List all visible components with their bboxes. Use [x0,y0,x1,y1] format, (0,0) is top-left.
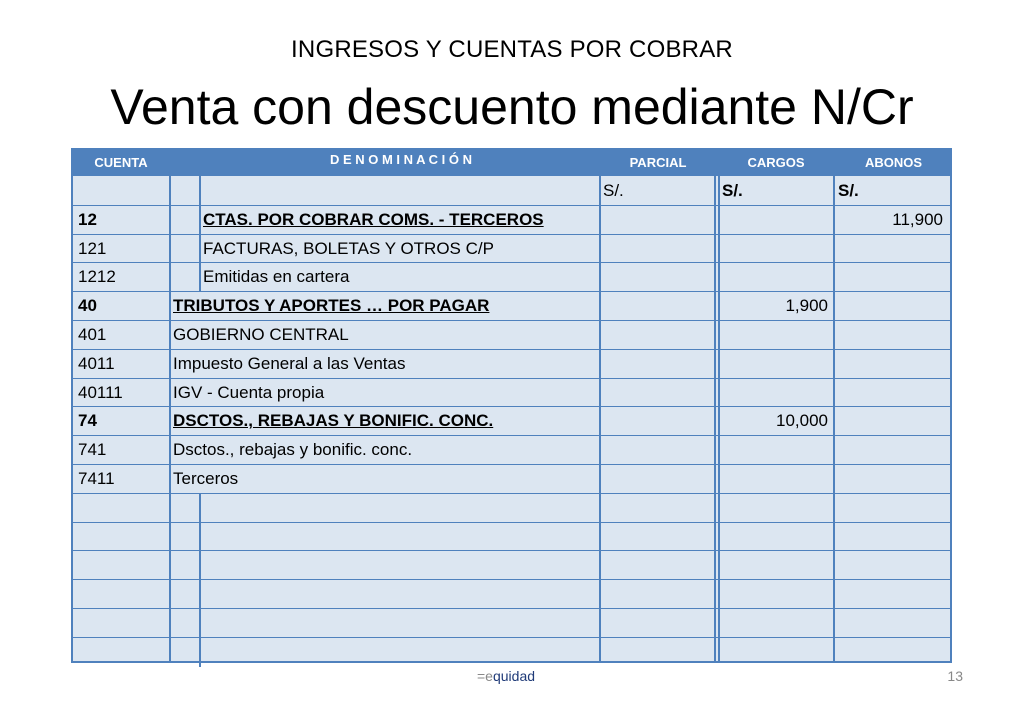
column-divider [833,176,835,661]
sub-column-divider [199,493,201,523]
ledger-grid [71,176,952,663]
account-code: 121 [78,239,107,258]
logo-prefix: =e [477,668,493,684]
account-name: Dsctos., rebajas y bonific. conc. [173,440,413,459]
account-code: 741 [78,440,107,459]
account-name: Impuesto General a las Ventas [173,354,406,373]
account-code: 1212 [78,267,116,286]
row-divider [73,522,950,523]
account-name: IGV - Cuenta propia [173,383,325,402]
account-name: Terceros [173,469,239,488]
column-divider [714,176,716,661]
account-code: 12 [78,210,97,229]
currency-abonos: S/. [838,181,859,200]
sub-column-divider [199,522,201,552]
account-code: 4011 [78,354,115,373]
sub-column-divider [199,234,201,263]
account-name: DSCTOS., REBAJAS Y BONIFIC. CONC. [173,411,494,430]
account-name: Emitidas en cartera [203,267,350,286]
header-cuenta: CUENTA [94,155,148,170]
account-code: 401 [78,325,107,344]
sub-column-divider [199,176,201,205]
page-number: 13 [947,668,963,684]
equidad-logo [477,668,535,684]
header-abonos: ABONOS [864,155,923,170]
sub-column-divider [199,550,201,580]
currency-cargos: S/. [722,181,743,200]
sub-column-divider [199,205,201,234]
slide-subtitle: INGRESOS Y CUENTAS POR COBRAR [291,36,733,63]
header-parcial: PARCIAL [629,155,687,170]
sub-column-divider [199,262,201,291]
account-code: 40111 [78,383,123,402]
sub-column-divider [199,608,201,638]
account-name: TRIBUTOS Y APORTES … POR PAGAR [173,296,490,315]
sub-column-divider [199,579,201,609]
account-code: 40 [78,296,97,315]
header-cargos: CARGOS [747,155,805,170]
currency-parcial: S/. [603,181,624,200]
sub-column-divider [199,637,201,667]
row-divider [73,637,950,638]
account-code: 7411 [78,469,115,488]
account-name: CTAS. POR COBRAR COMS. - TERCEROS [203,210,544,229]
ledger-header [71,148,952,176]
row-divider [73,550,950,551]
cargos-amount: 1,900 [785,296,828,315]
account-name: GOBIERNO CENTRAL [173,325,349,344]
account-name: FACTURAS, BOLETAS Y OTROS C/P [203,239,494,258]
column-divider [718,176,720,661]
account-code: 74 [78,411,97,430]
ledger-table [71,148,952,665]
cargos-amount: 10,000 [776,411,828,430]
row-divider [73,579,950,580]
row-divider [73,493,950,494]
logo-text: quidad [492,668,536,684]
row-divider [73,608,950,609]
abonos-amount: 11,900 [892,210,943,229]
slide-title: Venta con descuento mediante N/Cr [110,79,914,135]
header-denominacion: D E N O M I N A C I Ó N [329,152,473,167]
column-divider [169,176,171,661]
